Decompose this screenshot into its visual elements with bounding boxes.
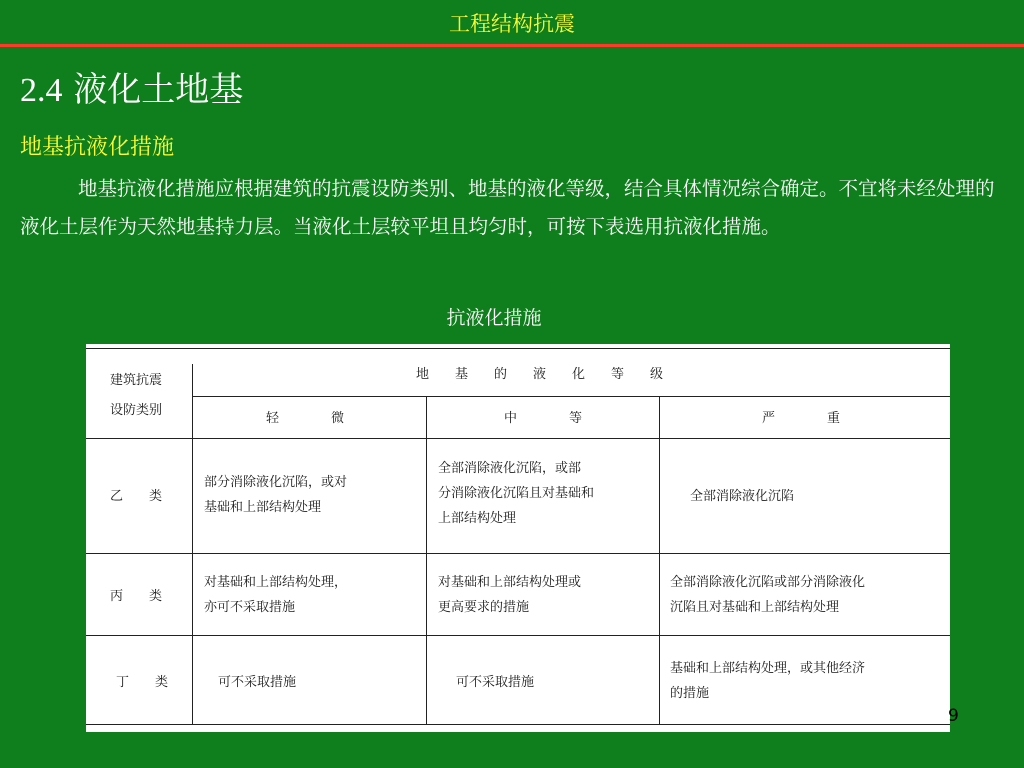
header-category-line2: 设防类别 [110,403,163,418]
section-name: 液化土地基 [73,70,244,110]
page-number: 9 [948,706,959,726]
body-paragraph: 地基抗液化措施应根据建筑的抗震设防类别、地基的液化等级，结合具体情况综合确定。不宜将未经处理的液化土层作为天然地基持力层。当液化土层较平坦且均匀时，可按下表选用抗液化措施。 [20,177,995,238]
level-severe: 严重 [762,411,893,426]
row2-light-line1: 对基础和上部结构处理， [204,575,348,590]
row-rule-1 [86,553,950,554]
row3-medium [456,670,534,695]
row1-medium-line3: 上部结构处理 [438,511,517,526]
row2-light [204,570,347,620]
row1-light [204,470,347,520]
section-number: 2.4 [20,72,63,109]
row3-light [218,670,296,695]
row3-severe [670,656,865,706]
row1-severe-line1: 全部消除液化沉陷 [690,489,795,504]
section-title [20,62,243,111]
header-bottom-rule [86,438,950,439]
row3-severe-line2: 的措施 [670,686,710,701]
col-rule-light [426,396,427,724]
row1-light-line2: 基础和上部结构处理 [204,500,322,515]
row2-medium-line2: 更高要求的措施 [438,600,530,615]
row-category-ding: 丁类 [116,675,195,690]
row1-medium-line1: 全部消除液化沉陷，或部 [438,461,582,476]
row1-severe [690,484,794,509]
measures-table [86,344,950,732]
table-caption: 抗液化措施 [446,307,542,329]
row3-light-line1: 可不采取措施 [218,675,297,690]
row-category-yi: 乙类 [110,489,189,504]
row2-light-line2: 亦可不采取措施 [204,600,296,615]
table-bottom-rule [86,724,950,725]
header-group-rule [192,396,950,397]
row2-severe [670,570,865,620]
row3-medium-line1: 可不采取措施 [456,675,535,690]
row1-medium [438,456,594,531]
col-rule-medium [659,396,660,724]
row-rule-2 [86,635,950,636]
row1-light-line1: 部分消除液化沉陷，或对 [204,475,348,490]
header-category-line1: 建筑抗震 [110,373,163,388]
row3-severe-line1: 基础和上部结构处理，或其他经济 [670,661,866,676]
row2-severe-line1: 全部消除液化沉陷或部分消除液化 [670,575,866,590]
row2-medium [438,570,581,620]
level-light: 轻微 [266,411,397,426]
level-medium: 中等 [504,411,635,426]
header-divider [0,44,1024,47]
table-top-rule [86,348,950,349]
row-category-bing: 丙类 [110,589,189,604]
subheading: 地基抗液化措施 [20,135,175,160]
row2-severe-line2: 沉陷且对基础和上部结构处理 [670,600,840,615]
row1-medium-line2: 分消除液化沉陷且对基础和 [438,486,595,501]
header-liquefaction-level: 地基的液化等级 [416,367,690,382]
row2-medium-line1: 对基础和上部结构处理或 [438,575,582,590]
slide-header-title: 工程结构抗震 [449,12,575,36]
